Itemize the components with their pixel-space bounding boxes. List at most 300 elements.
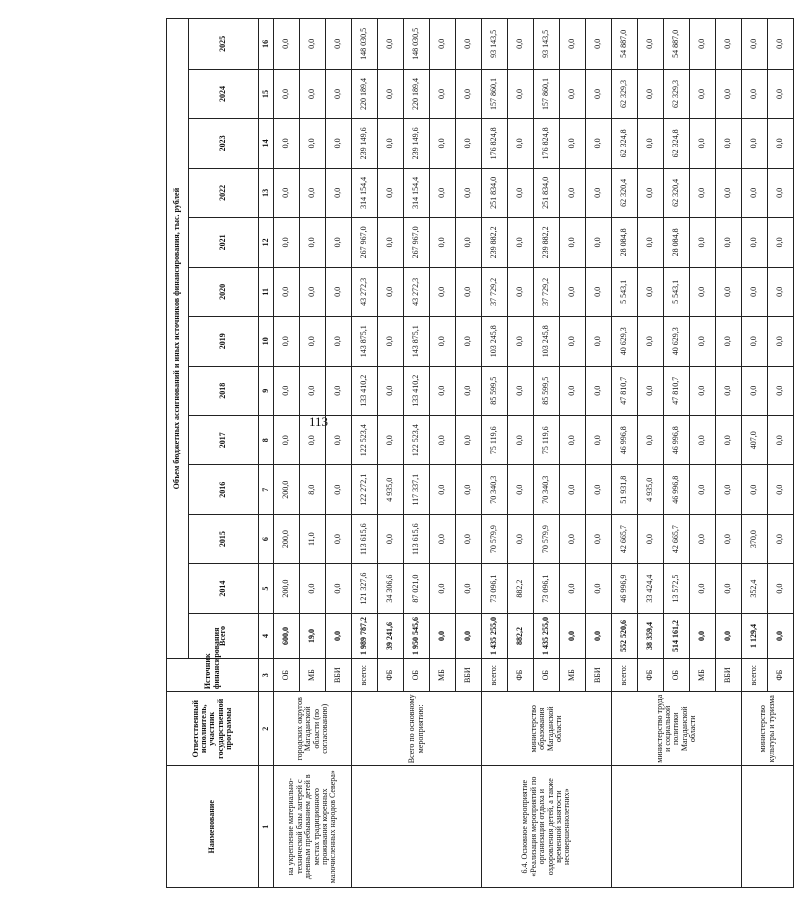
column-number: 13 bbox=[259, 168, 274, 217]
source-cell: ФБ bbox=[378, 659, 404, 692]
value-cell: 0,0 bbox=[768, 366, 794, 415]
header-year: 2018 bbox=[189, 366, 259, 415]
value-cell: 0,0 bbox=[430, 465, 456, 514]
value-cell: 0,0 bbox=[586, 366, 612, 415]
value-cell: 514 161,2 bbox=[664, 613, 690, 658]
value-cell: 0,0 bbox=[430, 366, 456, 415]
value-cell: 0,0 bbox=[742, 218, 768, 267]
value-cell: 0,0 bbox=[326, 465, 352, 514]
column-number: 8 bbox=[259, 415, 274, 464]
value-cell: 0,0 bbox=[274, 317, 300, 366]
value-cell: 0,0 bbox=[326, 267, 352, 316]
value-cell: 93 143,5 bbox=[482, 19, 508, 70]
value-cell: 0,0 bbox=[456, 119, 482, 168]
value-cell: 0,0 bbox=[768, 465, 794, 514]
value-cell: 239 882,2 bbox=[482, 218, 508, 267]
value-cell: 62 329,3 bbox=[664, 69, 690, 118]
value-cell: 1 989 787,2 bbox=[352, 613, 378, 658]
header-numbers-row bbox=[259, 19, 274, 888]
source-cell: ВБИ bbox=[326, 659, 352, 692]
value-cell: 0,0 bbox=[690, 218, 716, 267]
value-cell: 62 324,8 bbox=[612, 119, 638, 168]
source-cell: всего: bbox=[352, 659, 378, 692]
row-name bbox=[612, 766, 742, 888]
value-cell: 251 834,0 bbox=[534, 168, 560, 217]
value-cell: 200,0 bbox=[274, 514, 300, 563]
value-cell: 0,0 bbox=[378, 366, 404, 415]
value-cell: 0,0 bbox=[638, 119, 664, 168]
header-year: 2019 bbox=[189, 317, 259, 366]
value-cell: 0,0 bbox=[586, 267, 612, 316]
row-name bbox=[352, 766, 482, 888]
value-cell: 54 887,0 bbox=[664, 19, 690, 70]
value-cell: 0,0 bbox=[716, 613, 742, 658]
value-cell: 176 824,8 bbox=[482, 119, 508, 168]
row-responsible: министерство культуры и туризма bbox=[742, 692, 794, 766]
value-cell: 0,0 bbox=[508, 415, 534, 464]
value-cell: 113 615,6 bbox=[352, 514, 378, 563]
value-cell: 0,0 bbox=[768, 415, 794, 464]
value-cell: 0,0 bbox=[300, 564, 326, 613]
value-cell: 0,0 bbox=[326, 69, 352, 118]
value-cell: 0,0 bbox=[300, 119, 326, 168]
value-cell: 0,0 bbox=[560, 119, 586, 168]
value-cell: 4 935,0 bbox=[638, 465, 664, 514]
row-responsible: министерство образования Магаданской области bbox=[482, 692, 612, 766]
value-cell: 0,0 bbox=[274, 366, 300, 415]
value-cell: 0,0 bbox=[300, 366, 326, 415]
value-cell: 0,0 bbox=[430, 317, 456, 366]
value-cell: 0,0 bbox=[300, 415, 326, 464]
value-cell: 0,0 bbox=[716, 465, 742, 514]
column-number: 1 bbox=[259, 766, 274, 888]
value-cell: 37 729,2 bbox=[482, 267, 508, 316]
value-cell: 47 810,7 bbox=[664, 366, 690, 415]
source-cell: всего: bbox=[612, 659, 638, 692]
value-cell: 46 996,8 bbox=[664, 465, 690, 514]
value-cell: 0,0 bbox=[456, 317, 482, 366]
value-cell: 267 967,0 bbox=[352, 218, 378, 267]
value-cell: 0,0 bbox=[274, 168, 300, 217]
value-cell: 0,0 bbox=[716, 218, 742, 267]
value-cell: 13 572,5 bbox=[664, 564, 690, 613]
value-cell: 0,0 bbox=[456, 19, 482, 70]
value-cell: 0,0 bbox=[586, 613, 612, 658]
value-cell: 0,0 bbox=[508, 514, 534, 563]
value-cell: 70 579,9 bbox=[482, 514, 508, 563]
value-cell: 103 245,8 bbox=[482, 317, 508, 366]
value-cell: 73 096,1 bbox=[534, 564, 560, 613]
value-cell: 0,0 bbox=[300, 267, 326, 316]
value-cell: 0,0 bbox=[690, 514, 716, 563]
value-cell: 407,0 bbox=[742, 415, 768, 464]
value-cell: 0,0 bbox=[586, 168, 612, 217]
source-cell: всего: bbox=[742, 659, 768, 692]
value-cell: 0,0 bbox=[430, 218, 456, 267]
value-cell: 0,0 bbox=[768, 317, 794, 366]
value-cell: 0,0 bbox=[690, 267, 716, 316]
value-cell: 0,0 bbox=[560, 218, 586, 267]
value-cell: 0,0 bbox=[690, 317, 716, 366]
row-responsible: Всего по основному мероприятию: bbox=[352, 692, 482, 766]
source-cell: ФБ bbox=[768, 659, 794, 692]
value-cell: 0,0 bbox=[456, 564, 482, 613]
value-cell: 0,0 bbox=[274, 218, 300, 267]
value-cell: 75 119,6 bbox=[534, 415, 560, 464]
value-cell: 0,0 bbox=[716, 564, 742, 613]
value-cell: 0,0 bbox=[456, 415, 482, 464]
header-total: Всего bbox=[189, 613, 259, 658]
value-cell: 0,0 bbox=[326, 564, 352, 613]
value-cell: 38 359,4 bbox=[638, 613, 664, 658]
value-cell: 0,0 bbox=[274, 69, 300, 118]
value-cell: 0,0 bbox=[560, 267, 586, 316]
value-cell: 220 189,4 bbox=[352, 69, 378, 118]
value-cell: 0,0 bbox=[638, 19, 664, 70]
value-cell: 0,0 bbox=[716, 514, 742, 563]
value-cell: 0,0 bbox=[716, 415, 742, 464]
value-cell: 0,0 bbox=[326, 366, 352, 415]
header-year: 2022 bbox=[189, 168, 259, 217]
row-responsible: министерство труда и социальной политики Магаданской области bbox=[612, 692, 742, 766]
value-cell: 19,0 bbox=[300, 613, 326, 658]
value-cell: 85 599,5 bbox=[482, 366, 508, 415]
value-cell: 54 887,0 bbox=[612, 19, 638, 70]
table-row bbox=[352, 19, 378, 888]
table-row bbox=[612, 19, 638, 888]
value-cell: 0,0 bbox=[768, 218, 794, 267]
value-cell: 11,0 bbox=[300, 514, 326, 563]
value-cell: 0,0 bbox=[742, 267, 768, 316]
value-cell: 176 824,8 bbox=[534, 119, 560, 168]
value-cell: 0,0 bbox=[326, 218, 352, 267]
header-source: Источник финансирования bbox=[167, 659, 259, 692]
row-responsible: городских округов Магаданской области (по согласованию) bbox=[274, 692, 352, 766]
value-cell: 1 129,4 bbox=[742, 613, 768, 658]
column-number: 10 bbox=[259, 317, 274, 366]
value-cell: 0,0 bbox=[508, 168, 534, 217]
value-cell: 0,0 bbox=[716, 119, 742, 168]
value-cell: 0,0 bbox=[586, 564, 612, 613]
value-cell: 0,0 bbox=[274, 19, 300, 70]
source-cell: ВБИ bbox=[716, 659, 742, 692]
value-cell: 0,0 bbox=[508, 366, 534, 415]
value-cell: 0,0 bbox=[716, 366, 742, 415]
value-cell: 0,0 bbox=[430, 19, 456, 70]
row-name bbox=[742, 766, 794, 888]
value-cell: 0,0 bbox=[716, 168, 742, 217]
page-number: 113 bbox=[309, 414, 329, 429]
value-cell: 0,0 bbox=[768, 564, 794, 613]
value-cell: 0,0 bbox=[586, 514, 612, 563]
value-cell: 62 320,4 bbox=[612, 168, 638, 217]
value-cell: 0,0 bbox=[638, 366, 664, 415]
value-cell: 157 860,1 bbox=[534, 69, 560, 118]
value-cell: 0,0 bbox=[378, 267, 404, 316]
value-cell: 0,0 bbox=[456, 218, 482, 267]
value-cell: 0,0 bbox=[768, 613, 794, 658]
value-cell: 70 579,9 bbox=[534, 514, 560, 563]
value-cell: 0,0 bbox=[456, 465, 482, 514]
value-cell: 1 950 545,6 bbox=[404, 613, 430, 658]
value-cell: 0,0 bbox=[586, 69, 612, 118]
source-cell: ВБИ bbox=[456, 659, 482, 692]
value-cell: 133 410,2 bbox=[404, 366, 430, 415]
value-cell: 0,0 bbox=[690, 465, 716, 514]
value-cell: 0,0 bbox=[638, 69, 664, 118]
value-cell: 148 030,5 bbox=[352, 19, 378, 70]
value-cell: 0,0 bbox=[586, 415, 612, 464]
value-cell: 0,0 bbox=[638, 168, 664, 217]
value-cell: 43 272,3 bbox=[352, 267, 378, 316]
value-cell: 42 665,7 bbox=[664, 514, 690, 563]
value-cell: 0,0 bbox=[690, 69, 716, 118]
value-cell: 39 241,6 bbox=[378, 613, 404, 658]
column-number: 2 bbox=[259, 692, 274, 766]
value-cell: 0,0 bbox=[716, 267, 742, 316]
value-cell: 0,0 bbox=[768, 119, 794, 168]
value-cell: 0,0 bbox=[690, 564, 716, 613]
value-cell: 0,0 bbox=[768, 69, 794, 118]
value-cell: 0,0 bbox=[378, 218, 404, 267]
value-cell: 143 875,1 bbox=[352, 317, 378, 366]
value-cell: 0,0 bbox=[638, 267, 664, 316]
value-cell: 0,0 bbox=[586, 465, 612, 514]
header-year: 2014 bbox=[189, 564, 259, 613]
value-cell: 882,2 bbox=[508, 564, 534, 613]
header-year: 2015 bbox=[189, 514, 259, 563]
value-cell: 200,0 bbox=[274, 564, 300, 613]
value-cell: 0,0 bbox=[456, 514, 482, 563]
value-cell: 0,0 bbox=[378, 514, 404, 563]
value-cell: 0,0 bbox=[508, 465, 534, 514]
value-cell: 122 272,1 bbox=[352, 465, 378, 514]
value-cell: 0,0 bbox=[326, 119, 352, 168]
value-cell: 0,0 bbox=[378, 19, 404, 70]
source-cell: всего: bbox=[482, 659, 508, 692]
source-cell: МБ bbox=[430, 659, 456, 692]
value-cell: 1 435 255,0 bbox=[534, 613, 560, 658]
value-cell: 882,2 bbox=[508, 613, 534, 658]
value-cell: 73 096,1 bbox=[482, 564, 508, 613]
value-cell: 0,0 bbox=[638, 415, 664, 464]
header-budget-title: Объем бюджетных ассигнований и иных источников финансирования, тыс. рублей bbox=[167, 19, 189, 659]
value-cell: 0,0 bbox=[742, 19, 768, 70]
value-cell: 70 340,3 bbox=[534, 465, 560, 514]
value-cell: 0,0 bbox=[638, 218, 664, 267]
value-cell: 200,0 bbox=[274, 465, 300, 514]
value-cell: 0,0 bbox=[456, 366, 482, 415]
source-cell: ФБ bbox=[508, 659, 534, 692]
header-year: 2023 bbox=[189, 119, 259, 168]
value-cell: 0,0 bbox=[690, 366, 716, 415]
value-cell: 0,0 bbox=[430, 168, 456, 217]
value-cell: 51 931,8 bbox=[612, 465, 638, 514]
value-cell: 0,0 bbox=[586, 317, 612, 366]
value-cell: 0,0 bbox=[690, 19, 716, 70]
value-cell: 0,0 bbox=[638, 317, 664, 366]
value-cell: 0,0 bbox=[378, 168, 404, 217]
value-cell: 239 149,6 bbox=[404, 119, 430, 168]
value-cell: 0,0 bbox=[560, 19, 586, 70]
value-cell: 0,0 bbox=[274, 119, 300, 168]
value-cell: 0,0 bbox=[768, 267, 794, 316]
row-name: 6.4. Основное мероприятие «Реализация мероприятий по организации отдыха и оздоровления детей, а также временной занятости несовершеннолетних» bbox=[482, 766, 612, 888]
value-cell: 85 599,5 bbox=[534, 366, 560, 415]
value-cell: 8,0 bbox=[300, 465, 326, 514]
value-cell: 157 860,1 bbox=[482, 69, 508, 118]
value-cell: 0,0 bbox=[430, 415, 456, 464]
value-cell: 0,0 bbox=[430, 267, 456, 316]
value-cell: 117 337,1 bbox=[404, 465, 430, 514]
value-cell: 0,0 bbox=[456, 168, 482, 217]
value-cell: 239 149,6 bbox=[352, 119, 378, 168]
value-cell: 370,0 bbox=[742, 514, 768, 563]
value-cell: 0,0 bbox=[768, 168, 794, 217]
table-body bbox=[274, 19, 794, 888]
value-cell: 148 030,5 bbox=[404, 19, 430, 70]
header-year: 2016 bbox=[189, 465, 259, 514]
source-cell: МБ bbox=[690, 659, 716, 692]
value-cell: 0,0 bbox=[742, 119, 768, 168]
value-cell: 552 520,6 bbox=[612, 613, 638, 658]
value-cell: 0,0 bbox=[326, 514, 352, 563]
row-name: на укрепление материально-технической базы лагерей с дневным пребыванием детей в местах традиционного проживания коренных малочисленных народов Севера» bbox=[274, 766, 352, 888]
value-cell: 352,4 bbox=[742, 564, 768, 613]
value-cell: 600,0 bbox=[274, 613, 300, 658]
value-cell: 133 410,2 bbox=[352, 366, 378, 415]
column-number: 5 bbox=[259, 564, 274, 613]
value-cell: 239 882,2 bbox=[534, 218, 560, 267]
value-cell: 0,0 bbox=[560, 564, 586, 613]
value-cell: 0,0 bbox=[300, 69, 326, 118]
value-cell: 267 967,0 bbox=[404, 218, 430, 267]
header-name: Наименование bbox=[167, 766, 259, 888]
value-cell: 0,0 bbox=[326, 415, 352, 464]
table-row bbox=[274, 19, 300, 888]
value-cell: 0,0 bbox=[430, 613, 456, 658]
value-cell: 0,0 bbox=[586, 19, 612, 70]
value-cell: 0,0 bbox=[430, 564, 456, 613]
value-cell: 40 629,3 bbox=[664, 317, 690, 366]
value-cell: 121 327,6 bbox=[352, 564, 378, 613]
value-cell: 62 329,3 bbox=[612, 69, 638, 118]
value-cell: 0,0 bbox=[768, 19, 794, 70]
value-cell: 0,0 bbox=[456, 69, 482, 118]
value-cell: 0,0 bbox=[742, 465, 768, 514]
value-cell: 0,0 bbox=[300, 218, 326, 267]
value-cell: 0,0 bbox=[378, 415, 404, 464]
value-cell: 75 119,6 bbox=[482, 415, 508, 464]
value-cell: 0,0 bbox=[456, 613, 482, 658]
value-cell: 0,0 bbox=[560, 613, 586, 658]
value-cell: 0,0 bbox=[586, 218, 612, 267]
value-cell: 0,0 bbox=[690, 119, 716, 168]
source-cell: ОБ bbox=[404, 659, 430, 692]
column-number: 6 bbox=[259, 514, 274, 563]
value-cell: 0,0 bbox=[508, 317, 534, 366]
value-cell: 0,0 bbox=[742, 69, 768, 118]
value-cell: 0,0 bbox=[300, 19, 326, 70]
value-cell: 0,0 bbox=[274, 267, 300, 316]
value-cell: 0,0 bbox=[560, 465, 586, 514]
source-cell: ВБИ bbox=[586, 659, 612, 692]
value-cell: 70 340,3 bbox=[482, 465, 508, 514]
header-responsible: Ответственный исполнитель, участник государственной программы bbox=[167, 692, 259, 766]
value-cell: 0,0 bbox=[742, 317, 768, 366]
value-cell: 0,0 bbox=[716, 317, 742, 366]
value-cell: 0,0 bbox=[742, 168, 768, 217]
value-cell: 0,0 bbox=[430, 119, 456, 168]
header-year: 2017 bbox=[189, 415, 259, 464]
value-cell: 33 424,4 bbox=[638, 564, 664, 613]
value-cell: 93 143,5 bbox=[534, 19, 560, 70]
value-cell: 0,0 bbox=[430, 69, 456, 118]
value-cell: 0,0 bbox=[508, 267, 534, 316]
value-cell: 0,0 bbox=[586, 119, 612, 168]
value-cell: 0,0 bbox=[378, 69, 404, 118]
value-cell: 0,0 bbox=[456, 267, 482, 316]
value-cell: 0,0 bbox=[560, 168, 586, 217]
value-cell: 0,0 bbox=[742, 366, 768, 415]
value-cell: 0,0 bbox=[716, 69, 742, 118]
value-cell: 0,0 bbox=[560, 514, 586, 563]
value-cell: 0,0 bbox=[378, 119, 404, 168]
value-cell: 0,0 bbox=[326, 168, 352, 217]
source-cell: ОБ bbox=[274, 659, 300, 692]
value-cell: 28 084,8 bbox=[612, 218, 638, 267]
value-cell: 0,0 bbox=[508, 119, 534, 168]
value-cell: 46 996,9 bbox=[612, 564, 638, 613]
value-cell: 0,0 bbox=[690, 415, 716, 464]
value-cell: 37 729,2 bbox=[534, 267, 560, 316]
value-cell: 42 665,7 bbox=[612, 514, 638, 563]
value-cell: 0,0 bbox=[430, 514, 456, 563]
value-cell: 46 996,8 bbox=[612, 415, 638, 464]
column-number: 3 bbox=[259, 659, 274, 692]
value-cell: 0,0 bbox=[508, 19, 534, 70]
value-cell: 5 543,1 bbox=[612, 267, 638, 316]
value-cell: 251 834,0 bbox=[482, 168, 508, 217]
value-cell: 103 245,8 bbox=[534, 317, 560, 366]
source-cell: ОБ bbox=[534, 659, 560, 692]
value-cell: 122 523,4 bbox=[404, 415, 430, 464]
value-cell: 0,0 bbox=[716, 19, 742, 70]
value-cell: 4 935,0 bbox=[378, 465, 404, 514]
value-cell: 0,0 bbox=[326, 317, 352, 366]
value-cell: 314 154,4 bbox=[404, 168, 430, 217]
value-cell: 40 629,3 bbox=[612, 317, 638, 366]
value-cell: 0,0 bbox=[638, 514, 664, 563]
value-cell: 0,0 bbox=[690, 168, 716, 217]
table-row bbox=[742, 19, 768, 888]
value-cell: 47 810,7 bbox=[612, 366, 638, 415]
value-cell: 46 996,8 bbox=[664, 415, 690, 464]
value-cell: 0,0 bbox=[326, 19, 352, 70]
value-cell: 1 435 255,0 bbox=[482, 613, 508, 658]
value-cell: 34 306,6 bbox=[378, 564, 404, 613]
value-cell: 0,0 bbox=[274, 415, 300, 464]
value-cell: 28 084,8 bbox=[664, 218, 690, 267]
value-cell: 0,0 bbox=[560, 366, 586, 415]
value-cell: 0,0 bbox=[768, 514, 794, 563]
source-cell: МБ bbox=[560, 659, 586, 692]
value-cell: 87 021,0 bbox=[404, 564, 430, 613]
value-cell: 122 523,4 bbox=[352, 415, 378, 464]
column-number: 12 bbox=[259, 218, 274, 267]
column-number: 4 bbox=[259, 613, 274, 658]
value-cell: 220 189,4 bbox=[404, 69, 430, 118]
